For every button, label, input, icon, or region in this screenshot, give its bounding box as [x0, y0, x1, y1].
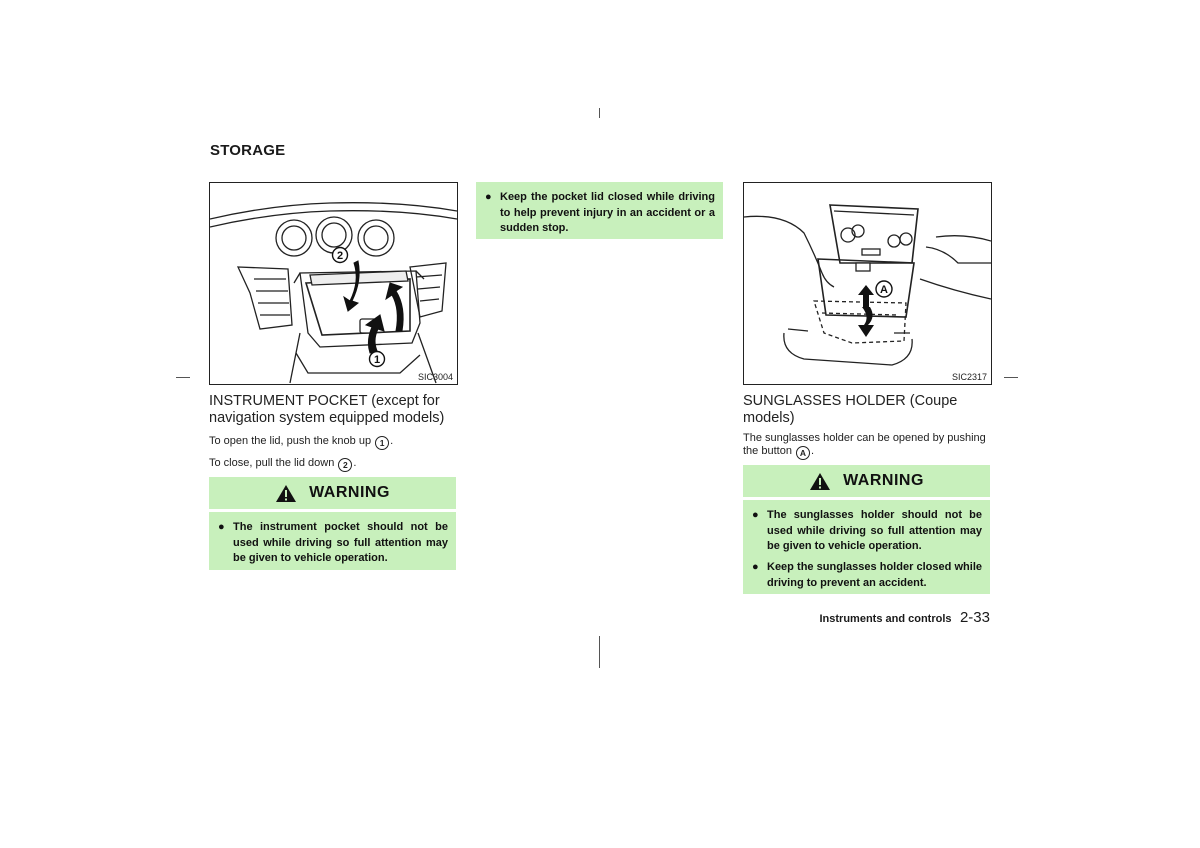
close-instruction	[209, 457, 459, 472]
open-marker: 1	[375, 436, 389, 450]
callout-a: A	[880, 284, 888, 296]
chapter-name: Instruments and controls	[819, 613, 952, 625]
figure-code: SIC3004	[417, 372, 453, 382]
sunglasses-holder-text: The sunglasses holder can be opened by pushing the button	[743, 432, 986, 457]
warning-body-right	[743, 500, 990, 594]
sunglasses-holder-figure	[743, 182, 992, 385]
close-text: To close, pull the lid down	[209, 457, 335, 469]
instrument-pocket-illustration	[210, 183, 457, 384]
close-text-end: .	[353, 457, 357, 469]
open-instruction	[209, 435, 459, 450]
crop-mark-right	[1004, 377, 1018, 378]
sunglasses-holder-illustration	[744, 183, 991, 384]
sunglasses-holder-title: SUNGLASSES HOLDER (Coupe models)	[743, 393, 958, 426]
page-number: 2-33	[959, 609, 990, 626]
warning-triangle-icon	[275, 484, 297, 503]
open-text-end: .	[390, 435, 394, 447]
instrument-pocket-figure	[209, 182, 458, 385]
warning-bullet: ● The instrument pocket should not be used while driving so full attention may be given to vehicle operation.	[218, 521, 448, 564]
instrument-pocket-title: INSTRUMENT POCKET (except for navigation system equipped models)	[209, 393, 445, 426]
warning-title: WARNING	[843, 472, 924, 489]
warning-title: WARNING	[309, 484, 390, 501]
button-marker: A	[796, 446, 810, 460]
callout-2: 2	[336, 250, 344, 262]
warning-bullet: ● Keep the sunglasses holder closed while driving to prevent an accident.	[752, 561, 982, 589]
close-marker: 2	[338, 458, 352, 472]
page-footer	[790, 609, 990, 627]
warning-box-right	[743, 465, 990, 497]
warning-triangle-icon	[809, 472, 831, 491]
crop-mark-left	[176, 377, 190, 378]
callout-1: 1	[373, 354, 381, 366]
sunglasses-holder-text-end: .	[811, 445, 815, 457]
warning-continuation	[476, 182, 723, 239]
warning-box-left	[209, 477, 456, 509]
figure-code: SIC2317	[951, 372, 987, 382]
crop-mark-bottom	[599, 636, 600, 668]
warning-body-left	[209, 512, 456, 570]
warning-bullet: ● The sunglasses holder should not be used while driving so full attention may be given to vehicle operation.	[752, 509, 982, 552]
open-text: To open the lid, push the knob up	[209, 435, 372, 447]
warning-bullet: ● Keep the pocket lid closed while driving to help prevent injury in an accident or a sudden stop.	[485, 191, 715, 234]
sunglasses-holder-body	[743, 432, 993, 460]
section-heading: STORAGE	[210, 142, 286, 159]
crop-mark-top	[599, 108, 600, 118]
